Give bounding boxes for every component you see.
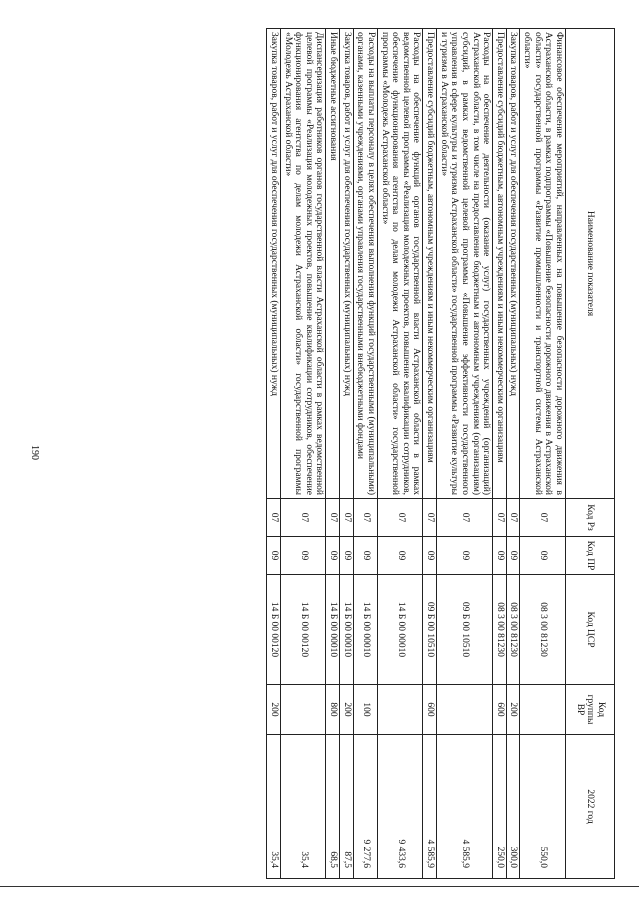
row-name: Закупка товаров, работ и услуг для обеспечения государственных (муниципальных) нужд bbox=[267, 29, 281, 499]
header-csr: Код ЦСР bbox=[566, 575, 615, 685]
header-rz: Код Рз bbox=[566, 499, 615, 537]
table-row bbox=[353, 29, 377, 879]
header-amount: 2022 год bbox=[566, 735, 615, 879]
row-amount: 550,0 bbox=[520, 735, 566, 879]
row-csr: 14 Б 00 00120 bbox=[281, 575, 327, 685]
table-header-row bbox=[566, 29, 615, 879]
row-pr: 09 bbox=[423, 537, 437, 575]
header-vr: Код группы ВР bbox=[566, 685, 615, 735]
row-amount: 68,5 bbox=[326, 735, 340, 879]
row-rz: 07 bbox=[353, 499, 377, 537]
row-vr: 200 bbox=[506, 685, 520, 735]
row-amount: 35,4 bbox=[267, 735, 281, 879]
row-csr: 09 Б 00 10510 bbox=[423, 575, 437, 685]
row-vr: 200 bbox=[267, 685, 281, 735]
row-csr: 14 Б 00 00120 bbox=[267, 575, 281, 685]
row-csr: 08 3 00 81230 bbox=[506, 575, 520, 685]
header-name: Наименование показателя bbox=[566, 29, 615, 499]
row-pr: 09 bbox=[281, 537, 327, 575]
row-name: Предоставление субсидий бюджетным, автономным учреждениям и иным некоммерческим организациям bbox=[493, 29, 507, 499]
row-name: Расходы на обеспечение деятельности (оказание услуг) государственных учреждений (организаций) Астраханской области, в том числе на предоставление бюджетным и автономным учреждениям (организациям) субсидий, в рамках ведомственной целевой программы «Повышение эффективности государственного управления в сфере культуры и туризма Астраханской области» государственной программы «Развитие культуры и туризма в Астраханской области» bbox=[437, 29, 493, 499]
row-rz: 07 bbox=[281, 499, 327, 537]
row-rz: 07 bbox=[326, 499, 340, 537]
budget-table-rotated bbox=[142, 28, 615, 878]
row-rz: 07 bbox=[423, 499, 437, 537]
row-csr: 14 Б 00 00010 bbox=[340, 575, 354, 685]
row-vr: 600 bbox=[423, 685, 437, 735]
row-rz: 07 bbox=[340, 499, 354, 537]
row-pr: 09 bbox=[353, 537, 377, 575]
row-name: Расходы на выплаты персоналу в целях обеспечения выполнения функций государственными (муниципальными) органами, казенными учреждениями, органами управления государственными внебюджетными фондами bbox=[353, 29, 377, 499]
row-pr: 09 bbox=[520, 537, 566, 575]
header-pr: Код ПР bbox=[566, 537, 615, 575]
row-vr bbox=[378, 685, 424, 735]
table-row bbox=[267, 29, 281, 879]
row-amount: 300,0 bbox=[506, 735, 520, 879]
row-name: Закупка товаров, работ и услуг для обеспечения государственных (муниципальных) нужд bbox=[506, 29, 520, 499]
row-pr: 09 bbox=[267, 537, 281, 575]
row-pr: 09 bbox=[506, 537, 520, 575]
row-name: Финансовое обеспечение мероприятий, направленных на повышение безопасности дорожного движения в Астраханской области, в рамках подпрограммы «Повышение безопасности дорожного движения в Астраханской области» государственной программы «Развитие промышленности и транспортной системы Астраханской области» bbox=[520, 29, 566, 499]
bottom-rule bbox=[0, 886, 639, 887]
table-row bbox=[281, 29, 327, 879]
row-rz: 07 bbox=[520, 499, 566, 537]
table-row bbox=[506, 29, 520, 879]
row-vr: 600 bbox=[493, 685, 507, 735]
row-csr: 09 Б 00 10510 bbox=[437, 575, 493, 685]
row-vr bbox=[281, 685, 327, 735]
row-pr: 09 bbox=[437, 537, 493, 575]
row-rz: 07 bbox=[493, 499, 507, 537]
table-row bbox=[437, 29, 493, 879]
row-rz: 07 bbox=[378, 499, 424, 537]
row-rz: 07 bbox=[267, 499, 281, 537]
table-row bbox=[326, 29, 340, 879]
page-number: 190 bbox=[29, 445, 40, 460]
table-row bbox=[423, 29, 437, 879]
row-vr: 200 bbox=[340, 685, 354, 735]
row-amount: 87,5 bbox=[340, 735, 354, 879]
row-vr bbox=[437, 685, 493, 735]
row-name: Иные бюджетные ассигнования bbox=[326, 29, 340, 499]
row-vr: 800 bbox=[326, 685, 340, 735]
row-pr: 09 bbox=[340, 537, 354, 575]
row-name: Расходы на обеспечение функций органов государственной власти Астраханской области в рамках ведомственной целевой программы «Реализация молодежных проектов, повышение квалификации сотрудников, обеспечение функционирования агентства по делам молодежи Астраханской области» государственной программы «Молодежь Астраханской области» bbox=[378, 29, 424, 499]
table-row bbox=[378, 29, 424, 879]
table-row bbox=[520, 29, 566, 879]
row-name: Диспансеризация работников органов государственной власти Астраханской области в рамках ведомственной целевой программы «Реализация молодежных проектов, повышение квалификации сотрудников, обеспечение функционирования агентства по делам молодежи Астраханской области» государственной программы «Молодежь Астраханской области» bbox=[281, 29, 327, 499]
row-amount: 4 585,9 bbox=[437, 735, 493, 879]
row-rz: 07 bbox=[437, 499, 493, 537]
row-pr: 09 bbox=[378, 537, 424, 575]
row-pr: 09 bbox=[326, 537, 340, 575]
row-pr: 09 bbox=[493, 537, 507, 575]
row-csr: 08 3 00 81230 bbox=[493, 575, 507, 685]
row-amount: 250,0 bbox=[493, 735, 507, 879]
table-row bbox=[340, 29, 354, 879]
row-rz: 07 bbox=[506, 499, 520, 537]
row-name: Закупка товаров, работ и услуг для обеспечения государственных (муниципальных) нужд bbox=[340, 29, 354, 499]
row-csr: 08 3 00 81230 bbox=[520, 575, 566, 685]
row-vr: 100 bbox=[353, 685, 377, 735]
row-csr: 14 Б 00 00010 bbox=[353, 575, 377, 685]
row-amount: 9 433,6 bbox=[378, 735, 424, 879]
row-amount: 9 277,6 bbox=[353, 735, 377, 879]
row-name: Предоставление субсидий бюджетным, автономным учреждениям и иным некоммерческим организациям bbox=[423, 29, 437, 499]
row-csr: 14 Б 00 00010 bbox=[378, 575, 424, 685]
table-row bbox=[493, 29, 507, 879]
row-csr: 14 Б 00 00010 bbox=[326, 575, 340, 685]
row-amount: 4 585,9 bbox=[423, 735, 437, 879]
row-amount: 35,4 bbox=[281, 735, 327, 879]
row-vr bbox=[520, 685, 566, 735]
budget-table bbox=[266, 28, 615, 879]
